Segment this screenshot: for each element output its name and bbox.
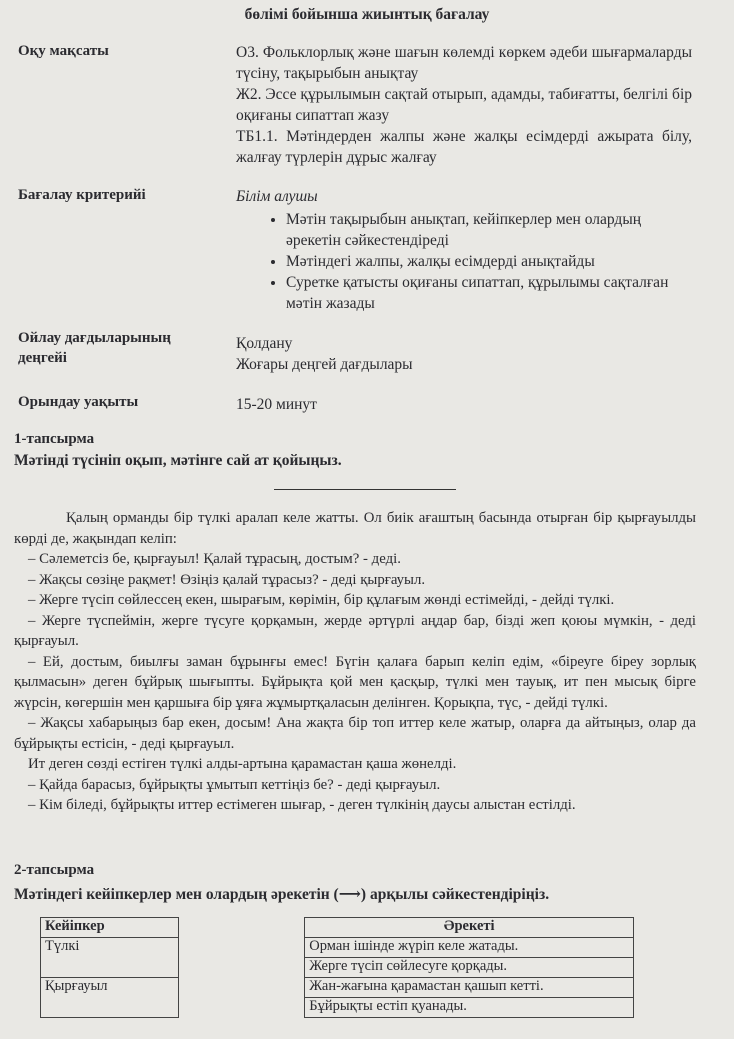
goal-line: ТБ1.1. Мәтіндерден жалпы және жалқы есімдерді ажырата білу, жалғау түрлерін дұрыс жалғау — [236, 128, 692, 166]
story-text — [14, 508, 696, 816]
criteria-item: • Суретке қатысты оқиғаны сипаттап, құрылымы сақталған мәтін жазады — [286, 272, 692, 314]
thinking-level-label-line: деңгейі — [18, 350, 67, 366]
task1-title: 1-тапсырма — [14, 431, 95, 447]
page-header: бөлімі бойынша жиынтық бағалау — [244, 6, 490, 23]
action-cell[interactable]: Орман ішінде жүріп келе жатады. — [305, 938, 634, 958]
task2-title: 2-тапсырма — [14, 862, 95, 878]
goal-line: О3. Фольклорлық және шағын көлемді көркем әдеби шығармаларды түсіну, тақырыбын анықтау — [236, 44, 692, 82]
task2-instruction: Мәтіндегі кейіпкерлер мен олардың әрекетін (⟶) арқылы сәйкестендіріңіз. — [14, 886, 550, 903]
action-cell[interactable]: Бұйрықты естіп қуанады. — [305, 998, 634, 1018]
criteria-item: • Мәтін тақырыбын анықтап, кейіпкерлер мен олардың әрекетін сәйкестендіреді — [286, 209, 692, 251]
thinking-level-line: Қолдану — [236, 335, 293, 352]
learning-goal-value — [236, 42, 692, 168]
story-paragraph: – Жерге түспеймін, жерге түсуге қорқамын, жерде әртүрлі аңдар бар, бізді жеп қоюы мүмкін, - деді қырғауыл. — [14, 612, 696, 649]
story-paragraph: – Қайда барасыз, бұйрықты ұмытып кеттіңіз бе? - деді қырғауыл. — [28, 776, 441, 793]
action-cell[interactable]: Жан-жағына қарамастан қашып кетті. — [305, 978, 634, 998]
criteria-list — [236, 209, 692, 314]
story-paragraph: – Ей, достым, биылғы заман бұрынғы емес! Бүгін қалаға барып келіп едім, «біреуге біреу зорлық қылмасын» деген бұйрық шығыпты. Бұйрықта қой мен қасқыр, түлкі мен тауық, ит пен мысық бірге жүрсін, көгершін мен қаршыға бір ұяға жұмыртқаласын делінген. Қорықпа, түс, - дейді түлкі. — [14, 653, 696, 711]
matching-table — [40, 917, 634, 1018]
story-paragraph: Қалың орманды бір түлкі аралап келе жатты. Ол биік ағаштың басында отырған бір қырғауылды көрді де, жақындап келіп: — [14, 510, 696, 547]
thinking-level-label — [18, 328, 171, 368]
thinking-level-label-line: Ойлау дағдыларының — [18, 330, 171, 346]
character-header: Кейіпкер — [41, 918, 179, 938]
story-paragraph: – Сәлеметсіз бе, қырғауыл! Қалай тұрасың, достым? - деді. — [28, 551, 401, 567]
story-paragraph: Ит деген сөзді естіген түлкі алды-артына қарамастан қаша жөнелді. — [28, 756, 457, 772]
task1-instruction: Мәтінді түсініп оқып, мәтінге сай ат қойыңыз. — [14, 452, 342, 469]
character-cell[interactable]: Түлкі — [41, 938, 179, 978]
action-cell[interactable]: Жерге түсіп сөйлесуге қорқады. — [305, 958, 634, 978]
time-label: Орындау уақыты — [18, 394, 139, 410]
criteria-intro: Білім алушы — [236, 188, 318, 205]
story-paragraph: – Жерге түсіп сөйлессең екен, шырағым, көрімін, бір құлағым жөнді естімейді, - дейді түлкі. — [28, 592, 615, 608]
criteria-value — [236, 186, 692, 314]
thinking-level-line: Жоғары деңгей дағдылары — [236, 356, 413, 373]
criteria-label: Бағалау критерийі — [18, 187, 146, 203]
action-header: Әрекеті — [305, 918, 634, 938]
criteria-item: • Мәтіндегі жалпы, жалқы есімдерді анықтайды — [286, 251, 692, 272]
story-paragraph: – Жақсы сөзіңе рақмет! Өзіңіз қалай тұрасыз? - деді қырғауыл. — [28, 571, 426, 588]
title-answer-line[interactable] — [274, 489, 456, 490]
time-value: 15-20 минут — [236, 396, 317, 413]
character-cell[interactable]: Қырғауыл — [41, 978, 179, 1018]
goal-line: Ж2. Эссе құрылымын сақтай отырып, адамды, табиғатты, белгілі бір оқиғаны сипаттап жазу — [236, 86, 692, 124]
learning-goal-label: Оқу мақсаты — [18, 43, 109, 59]
story-paragraph: – Кім біледі, бұйрықты иттер естімеген шығар, - деген түлкінің даусы алыстан естілді. — [28, 797, 576, 813]
thinking-level-value — [236, 333, 692, 375]
story-paragraph: – Жақсы хабарыңыз бар екен, досым! Ана жақта бір топ иттер келе жатыр, оларға да айтыңыз, олар да бұйрықты естісін, - деді қырғауыл. — [14, 715, 696, 752]
